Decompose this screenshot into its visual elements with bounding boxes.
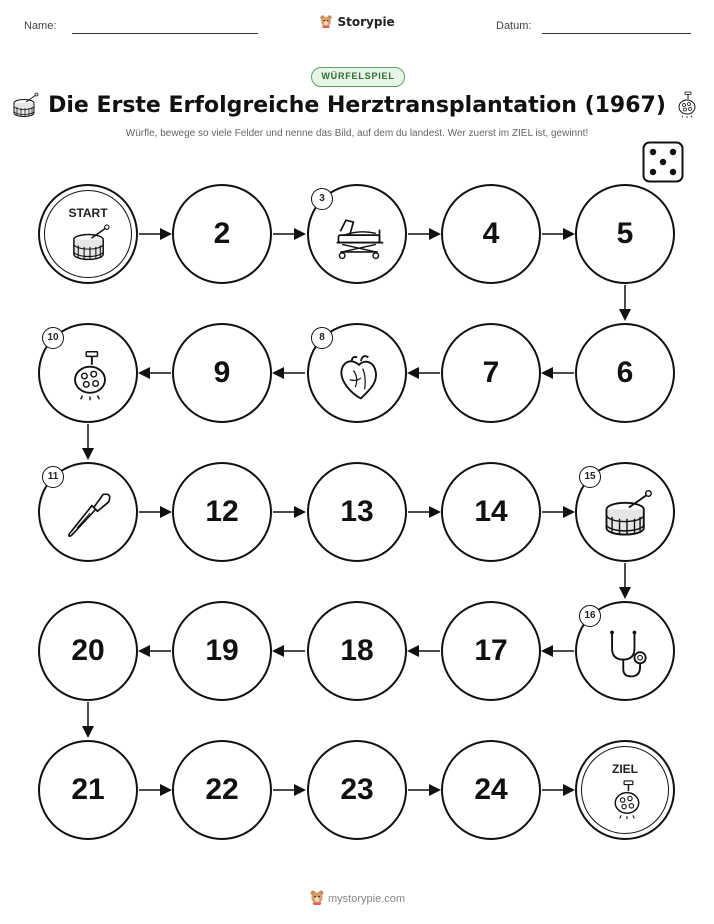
footer-url[interactable]: mystorypie.com xyxy=(328,893,406,905)
space-number: 24 xyxy=(474,773,508,806)
board-space-21 xyxy=(38,740,138,840)
board-space-18 xyxy=(307,601,407,701)
board-space-12 xyxy=(172,462,272,562)
space-number: 19 xyxy=(205,634,239,667)
board-space-19 xyxy=(172,601,272,701)
board-space-16 xyxy=(575,601,675,701)
name-label: Name: xyxy=(24,20,57,32)
drum-icon xyxy=(599,488,655,542)
space-number: 18 xyxy=(340,634,374,667)
space-number: 23 xyxy=(340,773,374,806)
stethoscope-icon xyxy=(599,627,655,681)
space-number: 21 xyxy=(71,773,105,806)
space-number: 17 xyxy=(474,634,508,667)
board-space-15 xyxy=(575,462,675,562)
space-number: 10 xyxy=(42,327,64,349)
game-type-badge: WÜRFELSPIEL xyxy=(311,67,405,87)
bear-logo-icon xyxy=(309,889,325,905)
board-space-13 xyxy=(307,462,407,562)
space-number: 4 xyxy=(482,217,500,250)
board-space-17 xyxy=(441,601,541,701)
space-number: 12 xyxy=(205,495,239,528)
space-number: 5 xyxy=(616,217,634,250)
board-space-10 xyxy=(38,323,138,423)
space-number: 11 xyxy=(42,466,64,488)
goal-space xyxy=(575,740,675,840)
space-number: 3 xyxy=(311,188,333,210)
space-number: 13 xyxy=(340,495,374,528)
surgical-lamp-icon xyxy=(62,349,118,403)
board-space-14 xyxy=(441,462,541,562)
board-space-9 xyxy=(172,323,272,423)
space-number: 8 xyxy=(311,327,333,349)
board-space-22 xyxy=(172,740,272,840)
board-space-6 xyxy=(575,323,675,423)
board-space-2 xyxy=(172,184,272,284)
board-space-23 xyxy=(307,740,407,840)
scalpel-icon xyxy=(62,488,118,542)
hospital-bed-icon xyxy=(331,210,387,264)
board-space-24 xyxy=(441,740,541,840)
goal-label: ZIEL xyxy=(612,762,638,776)
board-space-5 xyxy=(575,184,675,284)
board-space-20 xyxy=(38,601,138,701)
space-number: 16 xyxy=(579,605,601,627)
space-number: 6 xyxy=(616,356,634,389)
date-label: Datum: xyxy=(496,20,532,32)
space-number: 2 xyxy=(213,217,231,250)
board-space-11 xyxy=(38,462,138,562)
surgical-lamp-icon xyxy=(605,778,649,822)
brand-name: Storypie xyxy=(337,15,395,29)
drum-icon xyxy=(68,222,112,266)
space-number: 9 xyxy=(213,356,231,389)
start-space xyxy=(38,184,138,284)
page-title: Die Erste Erfolgreiche Herztransplantation (1967) xyxy=(48,93,666,118)
heart-icon xyxy=(331,349,387,403)
space-number: 14 xyxy=(474,495,508,528)
board-space-7 xyxy=(441,323,541,423)
board-space-3 xyxy=(307,184,407,284)
start-label: START xyxy=(68,206,108,220)
instructions: Würfle, bewege so viele Felder und nenne das Bild, auf dem du landest. Wer zuerst im ZIEL ist, gewinnt! xyxy=(125,128,589,139)
space-number: 15 xyxy=(579,466,601,488)
space-number: 22 xyxy=(205,773,239,806)
space-number: 7 xyxy=(482,356,500,389)
board-space-8 xyxy=(307,323,407,423)
footer xyxy=(0,889,714,905)
space-number: 20 xyxy=(71,634,105,667)
board-space-4 xyxy=(441,184,541,284)
